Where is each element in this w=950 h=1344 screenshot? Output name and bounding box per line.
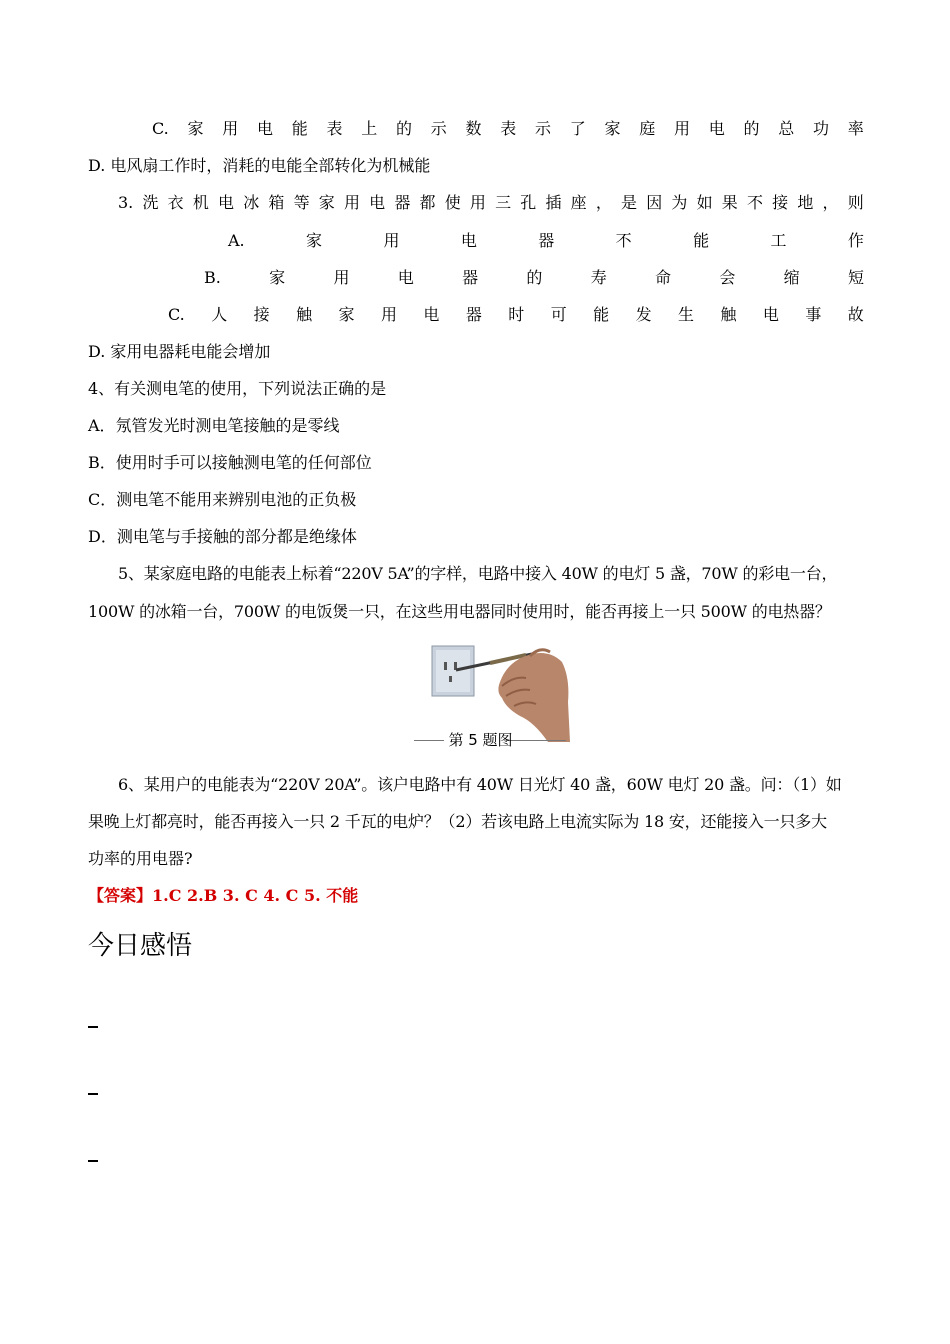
q3-option-a-char: 作: [847, 231, 864, 250]
q3-stem-char: 因: [646, 193, 663, 212]
q3-option-b-char: 家: [269, 268, 286, 287]
q2-option-c-char: 用: [674, 119, 691, 138]
q3-stem-char: 果: [721, 193, 738, 212]
q3-option-c-char: 电: [762, 305, 779, 324]
q2-option-c-char: 上: [361, 119, 378, 138]
q3-stem-char: 冰: [243, 193, 260, 212]
q3-stem-char: 不: [746, 193, 763, 212]
q5-line-1: 5、某家庭电路的电能表上标着“220V 5A”的字样，电路中接入 40W 的电灯 5 盏，70W 的彩电一台，: [118, 564, 838, 583]
q2-option-c-char: 的: [743, 119, 760, 138]
q3-option-c-char: 发: [635, 305, 652, 324]
q2-option-c-char: 电: [708, 119, 725, 138]
q3-option-a-char: 电: [460, 231, 477, 250]
q3-option-c-char: 接: [253, 305, 270, 324]
q3-stem-char: 接: [772, 193, 789, 212]
q3-option-c: [168, 304, 864, 326]
q2-option-c-char: 数: [465, 119, 482, 138]
q3-stem-char: 地: [797, 193, 814, 212]
q3-stem-char: 孔: [520, 193, 537, 212]
q3-option-a-char: 能: [693, 231, 710, 250]
q3-option-b-char: 寿: [590, 268, 607, 287]
q2-option-c-char: 表: [326, 119, 343, 138]
q3-stem-char: 座: [570, 193, 587, 212]
q3-stem-char: 如: [696, 193, 713, 212]
q3-option-b-char: 会: [719, 268, 736, 287]
q3-option-c-char: 器: [465, 305, 482, 324]
q2-option-c-char: 总: [778, 119, 795, 138]
q3-stem-char: 家: [318, 193, 335, 212]
q3-option-a-label: A.: [228, 231, 245, 250]
q3-option-c-char: 事: [805, 305, 822, 324]
q3-option-a-char: 用: [383, 231, 400, 250]
q3-stem-char: 等: [293, 193, 310, 212]
q3-option-b-char: 缩: [783, 268, 800, 287]
q4-stem: 4、有关测电笔的使用，下列说法正确的是: [88, 379, 387, 398]
q4-option-b: B．使用时手可以接触测电笔的任何部位: [88, 453, 372, 472]
q3-option-a: [228, 230, 864, 252]
q3-option-b-char: 电: [397, 268, 414, 287]
q6-line-3: 功率的用电器?: [88, 849, 193, 868]
q3-option-b-char: 命: [655, 268, 672, 287]
q2-option-c-char: 家: [604, 119, 621, 138]
reflection-blank-2: [88, 1093, 98, 1095]
q2-option-c-char: 示: [430, 119, 447, 138]
q5-line-2: 100W 的冰箱一台，700W 的电饭煲一只，在这些用电器同时使用时，能否再接上一只 500W 的电热器？: [88, 602, 831, 621]
q2-option-c-char: 示: [535, 119, 552, 138]
q3-stem-char: 电: [218, 193, 235, 212]
q2-option-c-char: 的: [396, 119, 413, 138]
q2-option-c: [152, 118, 864, 140]
q3-option-c-char: 生: [678, 305, 695, 324]
q3-option-c-char: 故: [847, 305, 864, 324]
q3-option-c-char: 触: [296, 305, 313, 324]
q3-option-b-char: 用: [333, 268, 350, 287]
q3-option-c-char: 触: [720, 305, 737, 324]
q3-stem-char: 衣: [167, 193, 184, 212]
q3-stem-char: ，: [595, 193, 612, 212]
q3-stem-char: 用: [469, 193, 486, 212]
q3-number: 3.: [118, 193, 134, 212]
q3-stem-char: 为: [671, 193, 688, 212]
q3-stem-char: 箱: [268, 193, 285, 212]
figure-caption: 第 5 题图: [448, 731, 513, 749]
q2-option-c-char: 用: [222, 119, 239, 138]
q2-option-c-label: C.: [152, 119, 169, 138]
q3-stem-char: 器: [394, 193, 411, 212]
q3-stem-char: 用: [343, 193, 360, 212]
q2-option-c-char: 能: [291, 119, 308, 138]
q3-option-a-char: 家: [306, 231, 323, 250]
q2-option-c-char: 功: [813, 119, 830, 138]
q3-option-c-char: 电: [423, 305, 440, 324]
q3-stem-char: 插: [545, 193, 562, 212]
q3-stem-char: ，: [822, 193, 839, 212]
q3-stem: [118, 192, 864, 214]
q2-option-c-char: 率: [847, 119, 864, 138]
q3-option-a-char: 器: [538, 231, 555, 250]
answer-key: 【答案】1.C 2.B 3. C 4. C 5. 不能: [88, 886, 359, 905]
q3-option-c-char: 可: [550, 305, 567, 324]
q2-option-c-char: 表: [500, 119, 517, 138]
reflection-heading: 今日感悟: [88, 931, 193, 961]
q3-option-c-char: 家: [338, 305, 355, 324]
q6-line-2: 果晚上灯都亮时，能否再接入一只 2 千瓦的电炉？（2）若该电路上电流实际为 18 安，还能接入一只多大: [88, 812, 827, 831]
q3-option-c-char: 能: [593, 305, 610, 324]
q3-option-b-char: 短: [847, 268, 864, 287]
reflection-blank-3: [88, 1160, 98, 1162]
q3-option-b-label: B.: [204, 268, 221, 287]
q3-stem-char: 机: [192, 193, 209, 212]
q3-option-c-label: C.: [168, 305, 185, 324]
q3-option-d: D. 家用电器耗电能会增加: [88, 342, 271, 361]
q4-option-d: D．测电笔与手接触的部分都是绝缘体: [88, 527, 357, 546]
q2-option-c-char: 庭: [639, 119, 656, 138]
q3-option-b: [204, 267, 864, 289]
test-pen-figure: [430, 642, 570, 742]
q3-stem-char: 电: [369, 193, 386, 212]
q3-stem-char: 三: [495, 193, 512, 212]
q3-option-a-char: 不: [615, 231, 632, 250]
q4-option-c: C．测电笔不能用来辨别电池的正负极: [88, 490, 357, 509]
q6-line-1: 6、某用户的电能表为“220V 20A”。该户电路中有 40W 日光灯 40 盏，60W 电灯 20 盏。问：（1）如: [118, 775, 842, 794]
q2-option-c-char: 电: [257, 119, 274, 138]
q3-stem-char: 则: [847, 193, 864, 212]
q2-option-c-char: 了: [569, 119, 586, 138]
q3-stem-char: 是: [621, 193, 638, 212]
q3-option-b-char: 的: [526, 268, 543, 287]
q4-option-a: A．氖管发光时测电笔接触的是零线: [88, 416, 340, 435]
q3-option-b-char: 器: [462, 268, 479, 287]
q2-option-d: D. 电风扇工作时，消耗的电能全部转化为机械能: [88, 156, 431, 175]
q3-stem-char: 都: [419, 193, 436, 212]
reflection-blank-1: [88, 1026, 98, 1028]
q3-option-c-char: 用: [380, 305, 397, 324]
q3-option-a-char: 工: [770, 231, 787, 250]
q3-stem-char: 洗: [142, 193, 159, 212]
q3-stem-char: 使: [444, 193, 461, 212]
q3-option-c-char: 人: [211, 305, 228, 324]
q3-option-c-char: 时: [508, 305, 525, 324]
q2-option-c-char: 家: [187, 119, 204, 138]
